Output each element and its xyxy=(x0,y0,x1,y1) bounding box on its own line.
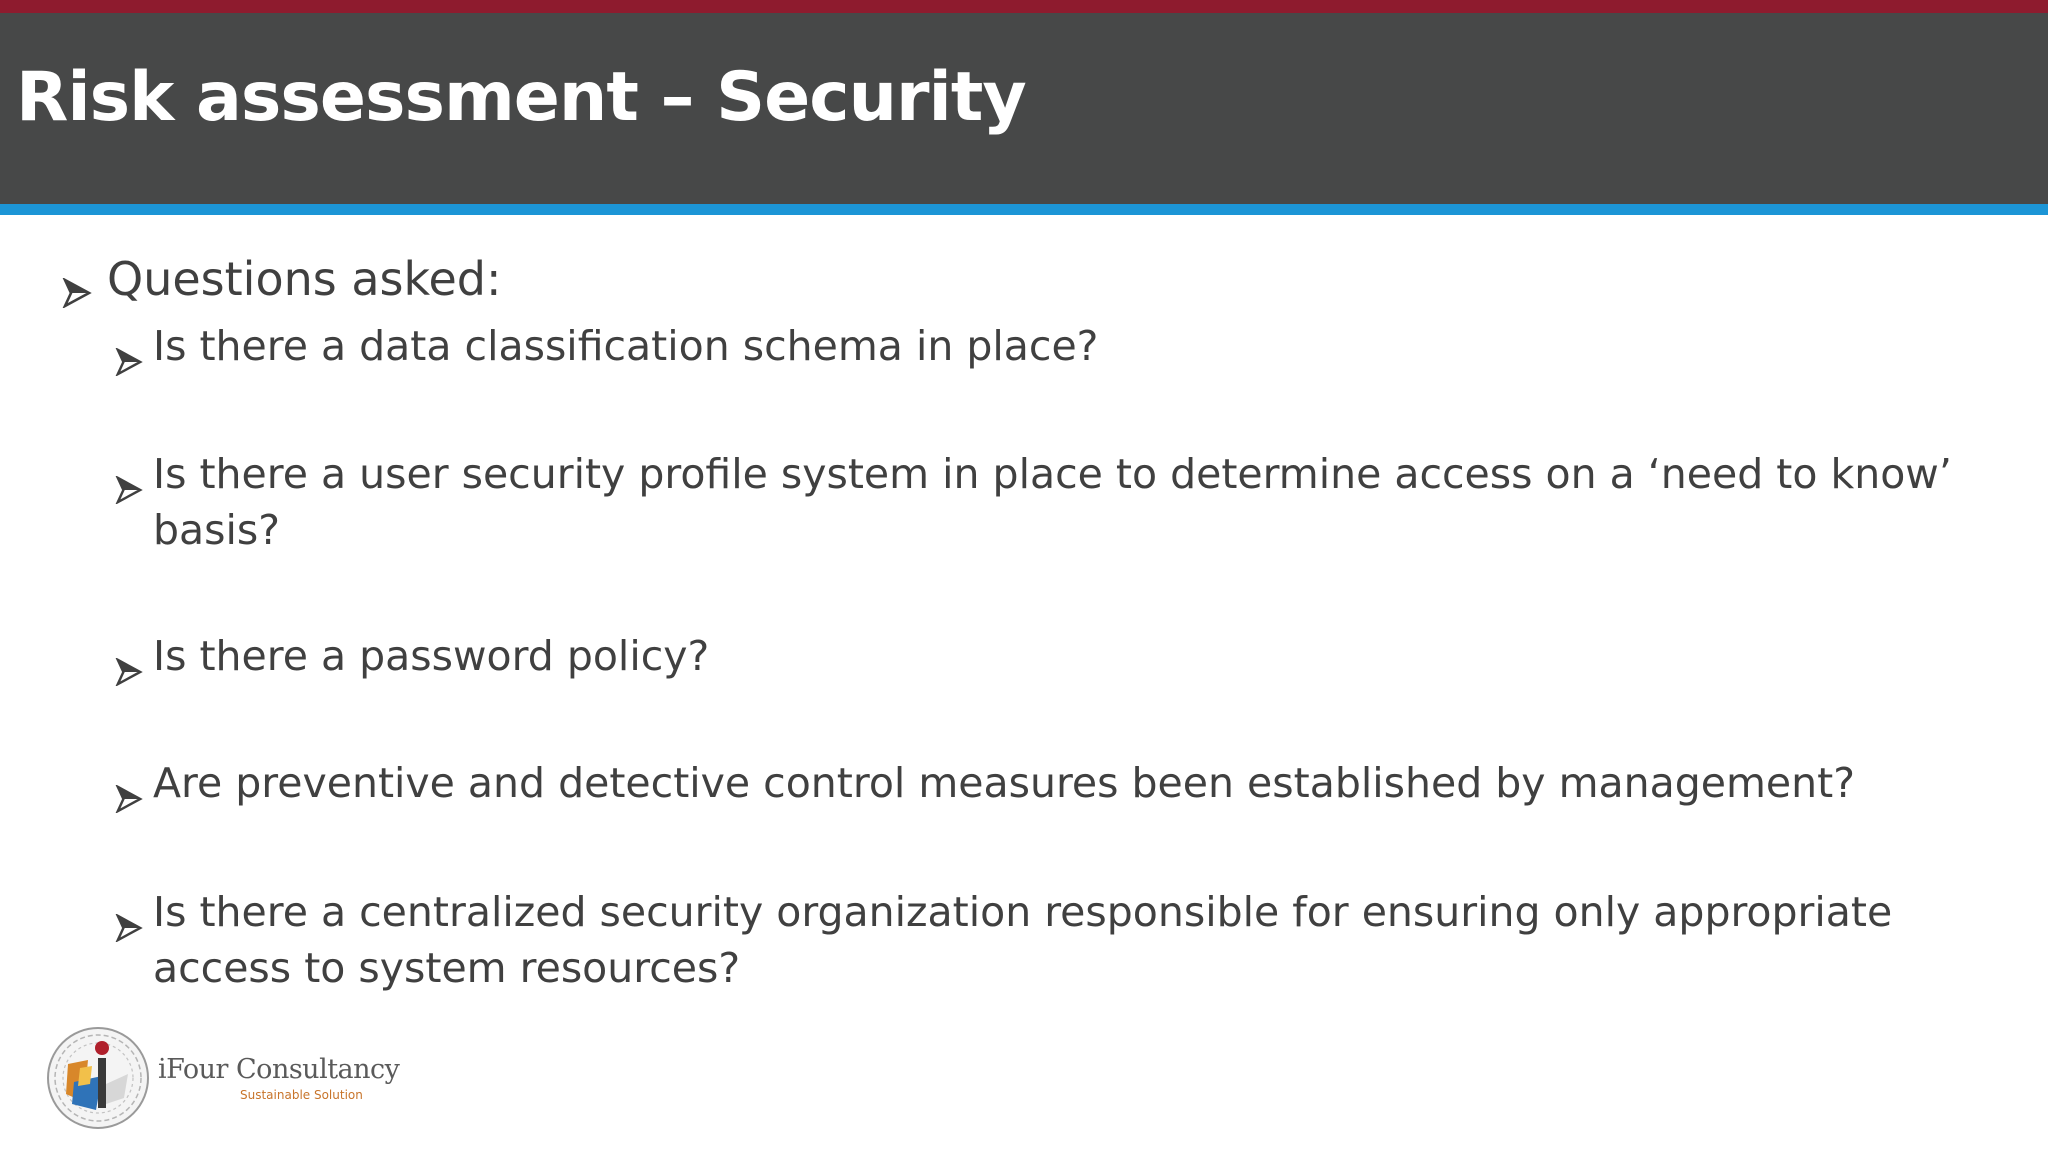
top-accent-stripe xyxy=(0,0,2048,13)
question-text: Is there a centralized security organization responsible for ensuring only appropriate access to system resources? xyxy=(153,888,1893,992)
bullet-heading-text: Questions asked: xyxy=(107,252,502,306)
question-item xyxy=(115,884,1995,996)
logo-tagline: Sustainable Solution xyxy=(240,1088,363,1102)
question-item xyxy=(115,628,1995,700)
arrowhead-bullet-icon xyxy=(115,462,153,518)
question-item xyxy=(115,446,1995,558)
question-text: Is there a data classification schema in place? xyxy=(153,322,1099,370)
question-text: Are preventive and detective control measures been established by management? xyxy=(153,759,1855,807)
logo-company-name: iFour Consultancy xyxy=(158,1054,400,1085)
arrowhead-bullet-icon xyxy=(115,771,153,827)
arrowhead-bullet-icon xyxy=(115,334,153,390)
question-item xyxy=(115,318,1995,390)
ifour-logo-icon xyxy=(44,1024,152,1132)
slide-title: Risk assessment – Security xyxy=(16,58,1026,137)
title-underline-stripe xyxy=(0,204,2048,215)
question-text: Is there a user security profile system in place to determine access on a ‘need to know’ basis? xyxy=(153,450,1952,554)
arrowhead-bullet-icon xyxy=(115,900,153,956)
arrowhead-bullet-icon xyxy=(62,265,107,319)
question-text: Is there a password policy? xyxy=(153,632,710,680)
question-item xyxy=(115,755,1995,827)
company-logo xyxy=(44,1024,400,1136)
arrowhead-bullet-icon xyxy=(115,644,153,700)
bullet-heading xyxy=(62,252,501,319)
